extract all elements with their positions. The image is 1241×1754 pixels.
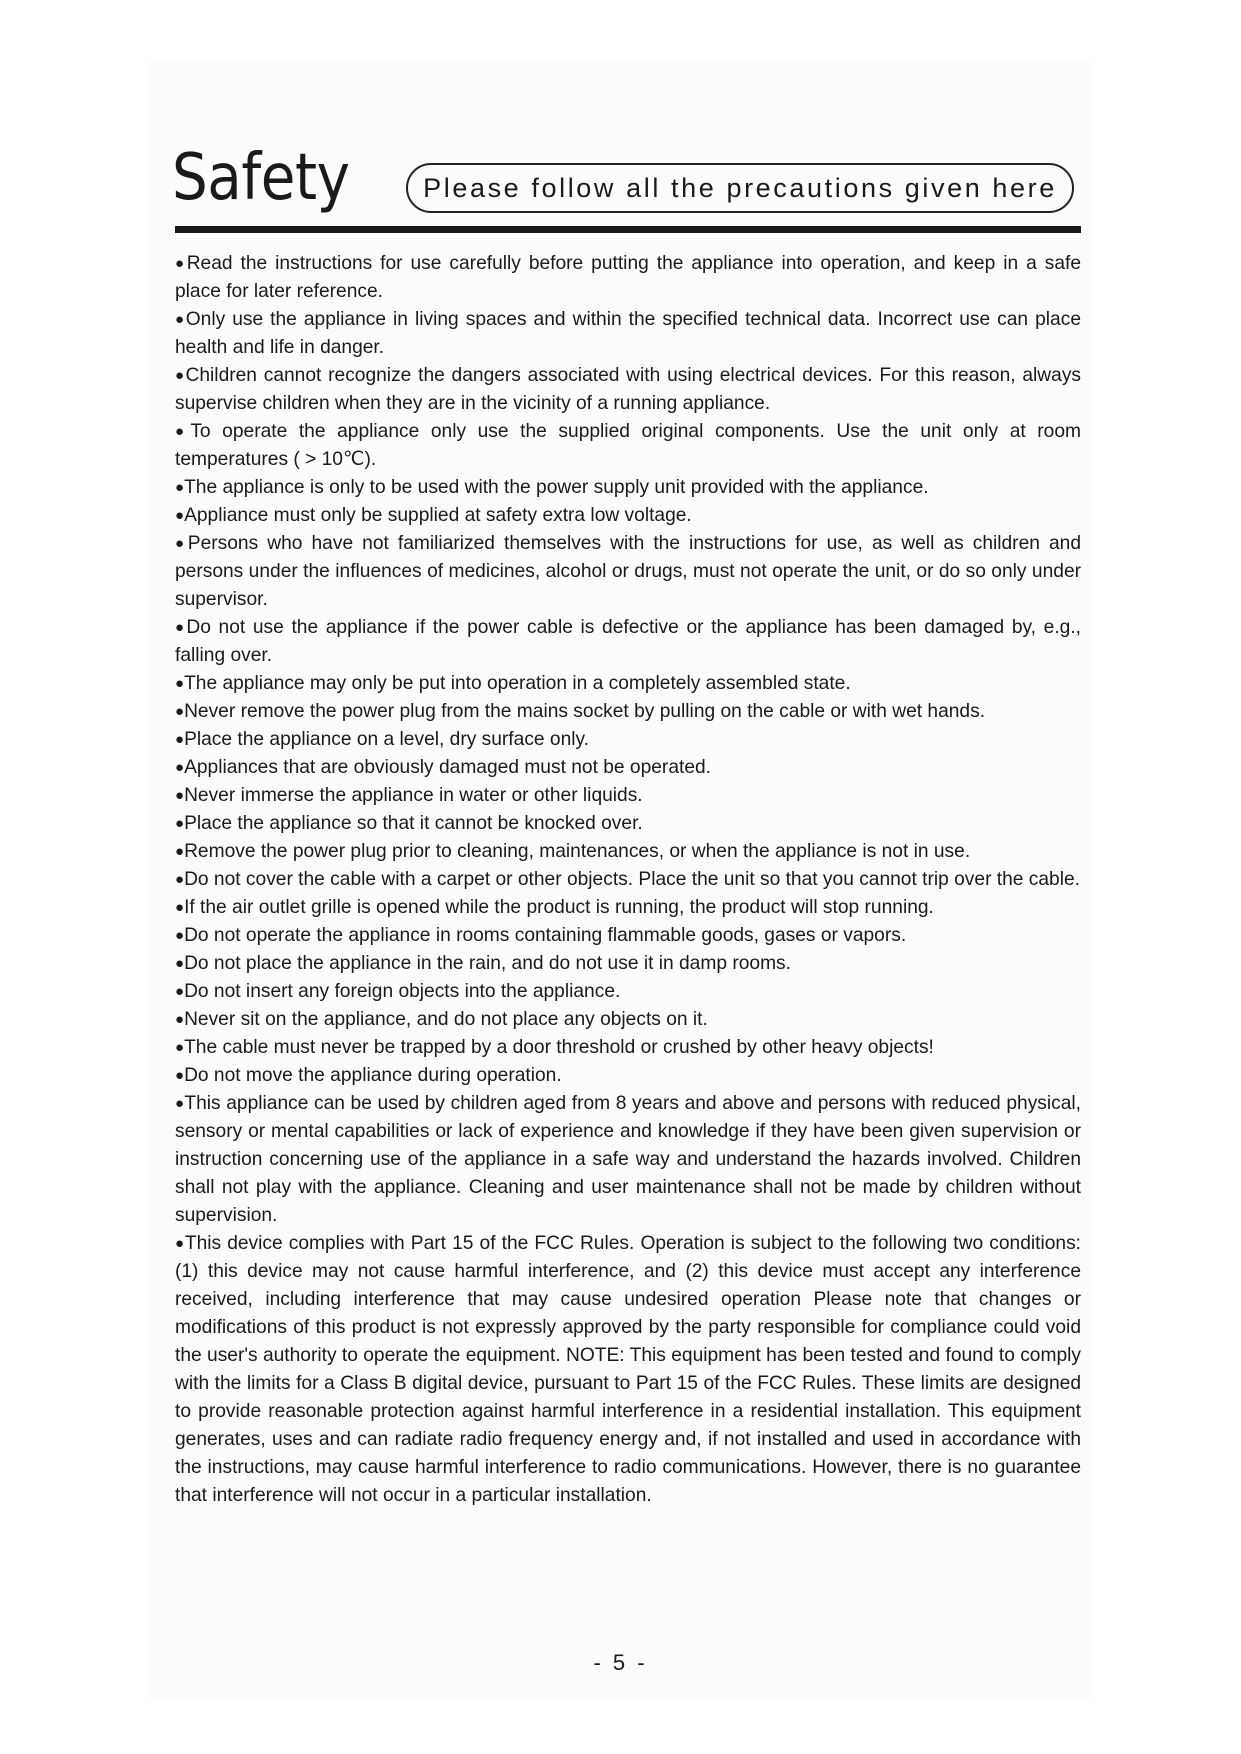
list-item bbox=[175, 250, 1081, 306]
bullet-icon: ● bbox=[175, 759, 185, 776]
bullet-icon: ● bbox=[175, 1039, 185, 1056]
bullet-icon: ● bbox=[175, 311, 186, 328]
page-title: Safety bbox=[172, 141, 350, 215]
list-item bbox=[175, 698, 1081, 726]
list-item bbox=[175, 1034, 1081, 1062]
list-item-text: Do not cover the cable with a carpet or other objects. Place the unit so that you cannot trip over the cable. bbox=[184, 869, 1080, 890]
list-item-text: Only use the appliance in living spaces and within the specified technical data. Incorrect use can place health and life in danger. bbox=[175, 309, 1081, 358]
bullet-icon: ● bbox=[175, 787, 185, 804]
list-item bbox=[175, 362, 1081, 418]
list-item bbox=[175, 866, 1081, 894]
list-item-text: If the air outlet grille is opened while the product is running, the product will stop running. bbox=[184, 897, 934, 918]
list-item-text: Children cannot recognize the dangers associated with using electrical devices. For this reason, always supervise children when they are in the vicinity of a running appliance. bbox=[175, 365, 1082, 414]
bullet-icon: ● bbox=[175, 1011, 185, 1028]
list-item-text: Persons who have not familiarized themselves with the instructions for use, as well as children and persons under the influences of medicines, alcohol or drugs, must not operate the unit, or do so only under supervisor. bbox=[175, 533, 1081, 610]
list-item bbox=[175, 474, 1081, 502]
safety-instructions-list bbox=[175, 250, 1081, 1510]
subtitle-text: Please follow all the precautions given here bbox=[423, 172, 1057, 203]
bullet-icon: ● bbox=[175, 871, 185, 888]
bullet-icon: ● bbox=[175, 507, 185, 524]
list-item bbox=[175, 530, 1081, 614]
bullet-icon: ● bbox=[175, 675, 185, 692]
bullet-icon: ● bbox=[175, 619, 187, 636]
list-item-text: Do not place the appliance in the rain, and do not use it in damp rooms. bbox=[184, 953, 791, 974]
bullet-icon: ● bbox=[175, 983, 185, 1000]
bullet-icon: ● bbox=[175, 843, 185, 860]
list-item bbox=[175, 950, 1081, 978]
bullet-icon: ● bbox=[175, 955, 185, 972]
list-item-text: The cable must never be trapped by a door threshold or crushed by other heavy objects! bbox=[184, 1037, 934, 1058]
list-item bbox=[175, 418, 1081, 474]
subtitle-banner bbox=[406, 163, 1074, 213]
list-item bbox=[175, 978, 1081, 1006]
list-item bbox=[175, 810, 1081, 838]
list-item-text: To operate the appliance only use the supplied original components. Use the unit only at room temperatures ( > 10℃). bbox=[175, 421, 1082, 470]
list-item-text: Do not use the appliance if the power cable is defective or the appliance has been damaged by, e.g., falling over. bbox=[175, 617, 1081, 666]
list-item bbox=[175, 502, 1081, 530]
list-item bbox=[175, 726, 1081, 754]
list-item-text: The appliance is only to be used with the power supply unit provided with the appliance. bbox=[184, 477, 929, 498]
bullet-icon: ● bbox=[175, 731, 185, 748]
list-item bbox=[175, 1006, 1081, 1034]
bullet-icon: ● bbox=[175, 1095, 185, 1112]
list-item bbox=[175, 1230, 1081, 1510]
bullet-icon: ● bbox=[175, 367, 186, 384]
list-item bbox=[175, 782, 1081, 810]
list-item-text: This device complies with Part 15 of the FCC Rules. Operation is subject to the following two conditions: (1) this device may not cause harmful interference, and (2) this device must accept any interference received, including interference that may cause undesired operation Please note that changes or modifications of this product is not expressly approved by the party responsible for compliance could void the user's authority to operate the equipment. NOTE: This equipment has been tested and found to comply with the limits for a Class B digital device, pursuant to Part 15 of the FCC Rules. These limits are designed to provide reasonable protection against harmful interference in a residential installation. This equipment generates, uses and can radiate radio frequency energy and, if not installed and used in accordance with the instructions, may cause harmful interference to radio communications. However, there is no guarantee that interference will not occur in a particular installation. bbox=[175, 1233, 1081, 1506]
list-item-text: Do not move the appliance during operation. bbox=[184, 1065, 562, 1086]
list-item-text: Appliance must only be supplied at safety extra low voltage. bbox=[184, 505, 692, 526]
list-item-text: Do not insert any foreign objects into the appliance. bbox=[184, 981, 621, 1002]
list-item-text: Never immerse the appliance in water or other liquids. bbox=[184, 785, 643, 806]
bullet-icon: ● bbox=[175, 1067, 185, 1084]
list-item bbox=[175, 1062, 1081, 1090]
bullet-icon: ● bbox=[175, 1235, 185, 1252]
list-item bbox=[175, 838, 1081, 866]
bullet-icon: ● bbox=[175, 899, 185, 916]
bullet-icon: ● bbox=[175, 479, 185, 496]
list-item-text: The appliance may only be put into operation in a completely assembled state. bbox=[184, 673, 851, 694]
list-item-text: This appliance can be used by children aged from 8 years and above and persons with reduced physical, sensory or mental capabilities or lack of experience and knowledge if they have been given supervision or instruction concerning use of the appliance in a safe way and understand the hazards involved. Children shall not play with the appliance. Cleaning and user maintenance shall not be made by children without supervision. bbox=[175, 1093, 1081, 1226]
bullet-icon: ● bbox=[175, 423, 191, 440]
list-item bbox=[175, 754, 1081, 782]
list-item bbox=[175, 1090, 1081, 1230]
header-divider bbox=[175, 226, 1081, 233]
bullet-icon: ● bbox=[175, 255, 187, 272]
list-item-text: Remove the power plug prior to cleaning, maintenances, or when the appliance is not in use. bbox=[184, 841, 971, 862]
list-item-text: Place the appliance on a level, dry surface only. bbox=[184, 729, 590, 750]
bullet-icon: ● bbox=[175, 703, 185, 720]
list-item-text: Read the instructions for use carefully before putting the appliance into operation, and keep in a safe place for later reference. bbox=[175, 253, 1082, 302]
list-item-text: Appliances that are obviously damaged must not be operated. bbox=[184, 757, 711, 778]
page-number: - 5 - bbox=[593, 1650, 648, 1675]
list-item-text: Never sit on the appliance, and do not place any objects on it. bbox=[184, 1009, 708, 1030]
list-item-text: Place the appliance so that it cannot be knocked over. bbox=[184, 813, 643, 834]
list-item bbox=[175, 922, 1081, 950]
bullet-icon: ● bbox=[175, 927, 185, 944]
list-item-text: Do not operate the appliance in rooms containing flammable goods, gases or vapors. bbox=[184, 925, 907, 946]
list-item bbox=[175, 614, 1081, 670]
list-item bbox=[175, 670, 1081, 698]
list-item bbox=[175, 306, 1081, 362]
list-item bbox=[175, 894, 1081, 922]
bullet-icon: ● bbox=[175, 535, 188, 552]
bullet-icon: ● bbox=[175, 815, 185, 832]
list-item-text: Never remove the power plug from the mains socket by pulling on the cable or with wet hands. bbox=[184, 701, 986, 722]
